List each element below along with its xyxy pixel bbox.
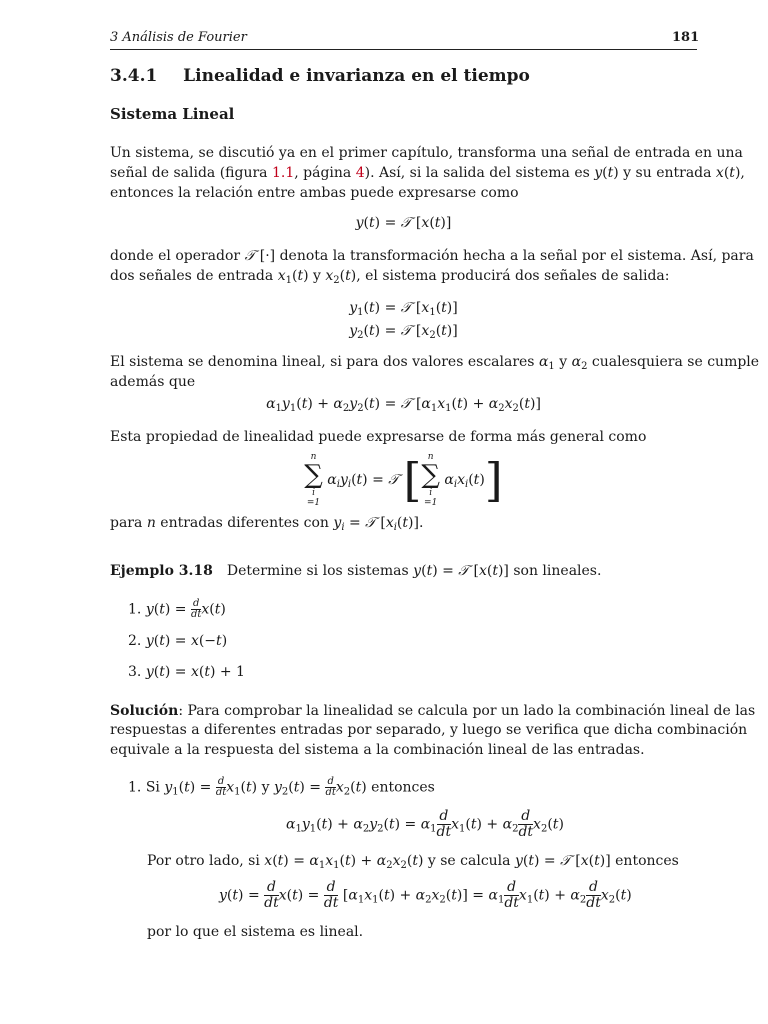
example-label: Ejemplo 3.18 — [110, 563, 213, 579]
solution-label: Solución — [110, 703, 179, 719]
paragraph-line: Por otro lado, si $x(t) = \alpha_1x_1(t) + \alpha_2x_2(t)$ y se calcula y(t) = 𝒯 [x(t)] entonces — [147, 853, 679, 871]
list-item: 1. Si $y_1(t)$ = $\frac{d}{dt}$ $x_1(t)$ y $y_2(t)$ = $\frac{d}{dt}$ $x_2(t)$ entonces — [128, 776, 435, 798]
paragraph-line: Un sistema, se discutió ya en el primer capítulo, transforma una señal de entrada en una — [110, 145, 743, 161]
paragraph-line: entonces la relación entre ambas puede expresarse como — [110, 185, 519, 201]
paragraph-line: además que — [110, 374, 196, 390]
list-item: 3. y(t) = x(t) + 1 — [128, 664, 245, 680]
equation: y(t) = $\frac{d}{dt}$ x(t) = $\frac{d}{dt}$ $[\alpha_1x_1(t) + \alpha_2x_2(t)] = \alpha_1$ $\frac{d}{dt}$ $x_1(t) + \alpha_2$ $\frac{d}{dt}$ $x_2(t)$ — [219, 879, 632, 911]
paragraph-line: señal de salida (figura 1.1, página 4). Así, si la salida del sistema es y(t) y su entrada x(t), — [110, 165, 745, 181]
equation: $y_1(t)$ = 𝒯 $[x_1(t)]$ — [349, 300, 458, 318]
paragraph-line: equivale a la respuesta del sistema a la combinación lineal de las entradas. — [110, 742, 645, 758]
summation: n ∑ i =1 — [421, 452, 440, 508]
page-number: 181 — [672, 30, 700, 45]
summation: n ∑ i =1 — [304, 452, 323, 508]
equation: n ∑ i =1 $\alpha_iy_i(t)$ = 𝒯 [ n ∑ i =1 $\alpha_ix_i(t)$] — [304, 452, 503, 508]
section-heading — [110, 66, 530, 86]
paragraph-line: El sistema se denomina lineal, si para dos valores escalares $\alpha_1$ y $\alpha_2$ cualesquiera se cumple — [110, 354, 760, 372]
paragraph-line: donde el operador 𝒯 [·] denota la transformación hecha a la señal por el sistema. Así, para — [110, 248, 754, 264]
list-item: 1. y(t) = $\frac{d}{dt}$ x(t) — [128, 598, 226, 620]
paragraph-line: respuestas a diferentes entradas por separado, y luego se verifica que dicha combinación — [110, 722, 748, 738]
paragraph-line: por lo que el sistema es lineal. — [147, 924, 364, 940]
paragraph-line: Esta propiedad de linealidad puede expresarse de forma más general como — [110, 429, 647, 445]
subsection-heading: Sistema Lineal — [110, 105, 235, 123]
equation: $y_2(t)$ = 𝒯 $[x_2(t)]$ — [349, 323, 458, 341]
list-item: 2. y(t) = x(−t) — [128, 633, 228, 649]
equation: $\alpha_1y_1(t) + \alpha_2y_2(t) = \alpha_1$ $\frac{d}{dt}$ $x_1(t) + \alpha_2$ $\frac{d}{dt}$ $x_2(t)$ — [286, 808, 564, 840]
header-rule — [110, 49, 697, 50]
example-heading: Ejemplo 3.18 Determine si los sistemas y(t) = 𝒯 [x(t)] son lineales. — [110, 563, 602, 579]
section-title: Linealidad e invarianza en el tiempo — [183, 66, 530, 86]
running-header: 3 Análisis de Fourier — [110, 30, 247, 45]
paragraph-line: dos señales de entrada $x_1(t)$ y $x_2(t)$, el sistema producirá dos señales de salida: — [110, 268, 670, 286]
page-link[interactable]: 4 — [355, 165, 365, 181]
section-number: 3.4.1 — [110, 66, 158, 86]
figure-link[interactable]: 1.1 — [271, 165, 295, 181]
paragraph-line: para n entradas diferentes con $y_i$ = 𝒯 $[x_i(t)]$. — [110, 515, 424, 533]
paragraph-line: Solución: Para comprobar la linealidad se calcula por un lado la combinación lineal de las — [110, 703, 756, 719]
equation: $\alpha_1y_1(t) + \alpha_2y_2(t)$ = 𝒯 $[\alpha_1x_1(t) + \alpha_2x_2(t)]$ — [266, 396, 541, 414]
equation: y(t) = 𝒯 [x(t)] — [355, 215, 452, 231]
